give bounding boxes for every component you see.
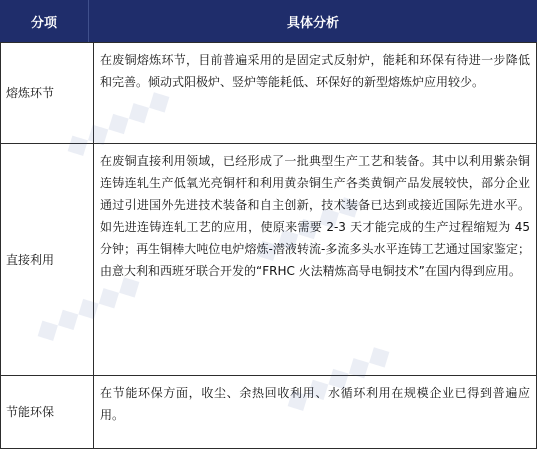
watermark-mark: ◆◆◆◆◆ <box>248 184 367 271</box>
row-label: 节能环保 <box>1 376 94 449</box>
header-analysis: 具体分析 <box>286 15 339 31</box>
row-label: 直接利用 <box>1 144 94 376</box>
watermark-mark: ◆◆◆◆◆ <box>278 334 397 421</box>
row-label: 熔炼环节 <box>1 43 94 144</box>
watermark-mark: ◆◆◆◆◆ <box>28 264 147 351</box>
row-description: 在节能环保方面，收尘、余热回收利用、水循环利用在规模企业已得到普遍应用。 <box>94 376 537 449</box>
row-description: 在废铜熔炼环节，目前普遍采用的是固定式反射炉，能耗和环保有待进一步降低和完善。倾动式阳极炉、竖炉等能耗低、环保好的新型熔炼炉应用较少。 <box>94 43 537 144</box>
table-header <box>0 0 537 42</box>
table-row <box>1 144 537 376</box>
analysis-table <box>0 42 537 449</box>
table-row <box>1 376 537 449</box>
header-category: 分项 <box>0 0 89 42</box>
row-description: 在废铜直接利用领域，已经形成了一批典型生产工艺和装备。其中以利用紫杂铜连铸连轧生产低氧光亮铜杆和利用黄杂铜生产各类黄铜产品发展较快，部分企业通过引进国外先进技术装备和自主创新，技术装备已达到或接近国际先进水平。如先进连铸连轧工艺的应用，使原来需要 2-3 天才能完成的生产过程缩短为 45 分钟；再生铜棒大吨位电炉熔炼-潜液转流-多流多头水平连铸工艺通过国家鉴定；由意大利和西班牙联合开发的“FRHC 火法精炼高导电铜技术”在国内得到应用。 <box>94 144 537 376</box>
watermark-mark: ◆◆◆◆◆ <box>58 79 177 166</box>
table-row <box>1 43 537 144</box>
